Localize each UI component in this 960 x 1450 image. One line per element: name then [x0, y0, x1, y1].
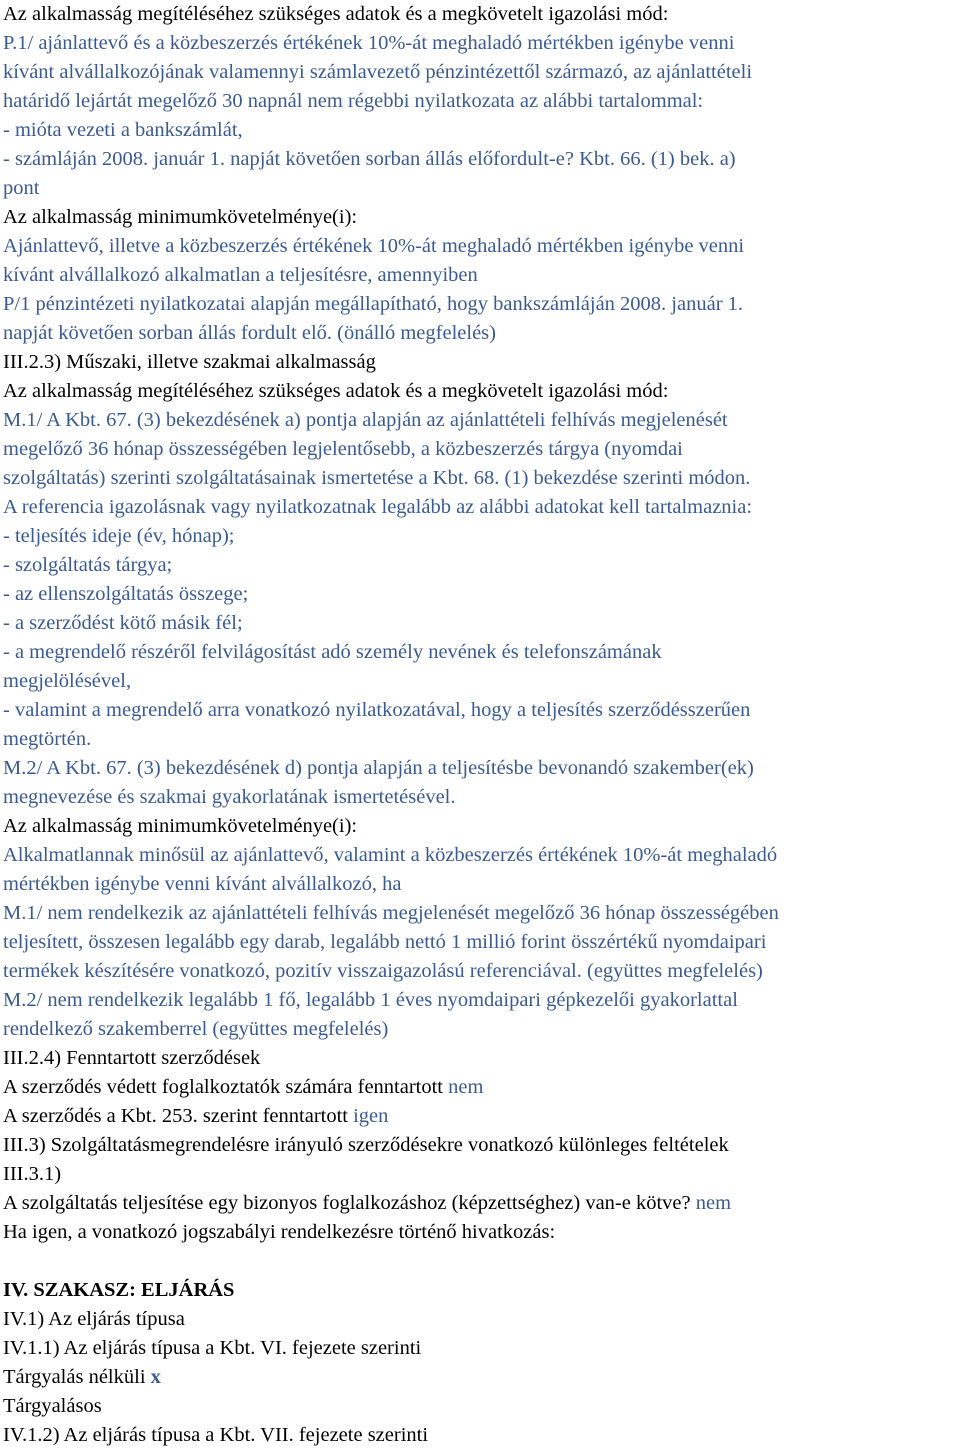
text-line	[3, 696, 960, 725]
text-line	[3, 232, 960, 261]
text-segment: pont	[3, 177, 40, 199]
text-segment: III.3.1)	[3, 1163, 62, 1185]
text-line	[3, 841, 960, 870]
text-line	[3, 1334, 960, 1363]
text-segment: nem	[695, 1192, 732, 1214]
text-line	[3, 1305, 960, 1334]
text-segment: A szerződés a Kbt. 253. szerint fenntartott	[3, 1105, 354, 1127]
text-line	[3, 377, 960, 406]
text-line	[3, 957, 960, 986]
text-segment: - számláján 2008. január 1. napját követően sorban állás előfordult-e? Kbt. 66. (1) bek. a)	[3, 148, 736, 170]
text-line	[3, 319, 960, 348]
text-segment: Ajánlattevő, illetve a közbeszerzés értékének 10%-át meghaladó mértékben igénybe venni	[3, 235, 745, 257]
text-segment: termékek készítésére vonatkozó, pozitív visszaigazolású referenciával. (együttes megfelelés)	[3, 960, 763, 982]
text-line	[3, 261, 960, 290]
text-line	[3, 174, 960, 203]
text-segment: IV.1) Az eljárás típusa	[3, 1308, 185, 1330]
text-line	[3, 1218, 960, 1247]
text-segment: P/1 pénzintézeti nyilatkozatai alapján megállapítható, hogy bankszámláján 2008. január 1.	[3, 293, 744, 315]
text-line	[3, 754, 960, 783]
text-line	[3, 1131, 960, 1160]
text-line	[3, 1363, 960, 1392]
text-line	[3, 493, 960, 522]
text-segment: III.2.3) Műszaki, illetve szakmai alkalmasság	[3, 351, 376, 373]
text-line	[3, 29, 960, 58]
text-segment: kívánt alvállalkozó alkalmatlan a teljesítésre, amennyiben	[3, 264, 478, 286]
text-segment: M.1/ nem rendelkezik az ajánlattételi felhívás megjelenését megelőző 36 hónap összességében	[3, 902, 779, 924]
text-segment: Tárgyalás nélküli	[3, 1366, 151, 1388]
text-segment: Az alkalmasság megítéléséhez szükséges adatok és a megkövetelt igazolási mód:	[3, 3, 669, 25]
text-segment: Az alkalmasság minimumkövetelménye(i):	[3, 206, 358, 228]
text-line	[3, 522, 960, 551]
text-segment: III.3) Szolgáltatásmegrendelésre irányuló szerződésekre vonatkozó különleges feltételek	[3, 1134, 729, 1156]
text-segment: Ha igen, a vonatkozó jogszabályi rendelkezésre történő hivatkozás:	[3, 1221, 556, 1243]
text-segment: napját követően sorban állás fordult elő. (önálló megfelelés)	[3, 322, 496, 344]
text-segment: nem	[448, 1076, 484, 1098]
text-segment: Az alkalmasság minimumkövetelménye(i):	[3, 815, 358, 837]
text-segment: M.1/ A Kbt. 67. (3) bekezdésének a) pontja alapján az ajánlattételi felhívás megjelenését	[3, 409, 728, 431]
text-segment: x	[150, 1366, 161, 1388]
text-line	[3, 551, 960, 580]
text-segment: - teljesítés ideje (év, hónap);	[3, 525, 235, 547]
text-line	[3, 1421, 960, 1450]
text-line	[3, 145, 960, 174]
text-line	[3, 406, 960, 435]
text-line	[3, 116, 960, 145]
text-line	[3, 348, 960, 377]
text-segment: A szerződés védett foglalkoztatók számára fenntartott	[3, 1076, 449, 1098]
text-segment: szolgáltatás) szerinti szolgáltatásainak ismertetése a Kbt. 68. (1) bekezdése szerinti módon.	[3, 467, 751, 489]
text-segment: mértékben igénybe venni kívánt alvállalkozó, ha	[3, 873, 402, 895]
text-line	[3, 812, 960, 841]
text-line	[3, 928, 960, 957]
text-segment: határidő lejártát megelőző 30 napnál nem régebbi nyilatkozata az alábbi tartalommal:	[3, 90, 704, 112]
text-segment: III.2.4) Fenntartott szerződések	[3, 1047, 261, 1069]
text-line	[3, 667, 960, 696]
text-line	[3, 1160, 960, 1189]
text-segment: rendelkező szakemberrel (együttes megfelelés)	[3, 1018, 389, 1040]
text-line	[3, 899, 960, 928]
text-line	[3, 464, 960, 493]
text-line	[3, 986, 960, 1015]
text-line	[3, 1392, 960, 1421]
text-segment: P.1/ ajánlattevő és a közbeszerzés értékének 10%-át meghaladó mértékben igénybe venni	[3, 32, 735, 54]
text-segment: IV.1.1) Az eljárás típusa a Kbt. VI. fejezete szerinti	[3, 1337, 422, 1359]
text-segment: megtörtén.	[3, 728, 92, 750]
text-segment: kívánt alvállalkozójának valamennyi számlavezető pénzintézettől származó, az ajánlattételi	[3, 61, 753, 83]
text-segment: igen	[353, 1105, 389, 1127]
text-segment: Az alkalmasság megítéléséhez szükséges adatok és a megkövetelt igazolási mód:	[3, 380, 669, 402]
text-segment: IV. SZAKASZ: ELJÁRÁS	[3, 1279, 235, 1301]
text-line	[3, 783, 960, 812]
text-segment: IV.1.2) Az eljárás típusa a Kbt. VII. fejezete szerinti	[3, 1424, 429, 1446]
text-line	[3, 1276, 960, 1305]
text-segment: Tárgyalásos	[3, 1395, 102, 1417]
text-segment: M.2/ nem rendelkezik legalább 1 fő, legalább 1 éves nyomdaipari gépkezelői gyakorlattal	[3, 989, 738, 1011]
text-line	[3, 580, 960, 609]
text-line	[3, 1189, 960, 1218]
text-segment: - a megrendelő részéről felvilágosítást adó személy nevének és telefonszámának	[3, 641, 662, 663]
text-segment: - szolgáltatás tárgya;	[3, 554, 173, 576]
text-line	[3, 87, 960, 116]
text-segment: A szolgáltatás teljesítése egy bizonyos foglalkozáshoz (képzettséghez) van-e kötve?	[3, 1192, 696, 1214]
text-line	[3, 638, 960, 667]
text-line	[3, 609, 960, 638]
text-segment: teljesített, összesen legalább egy darab, legalább nettó 1 millió forint összértékű nyomdaipari	[3, 931, 767, 953]
text-segment: megjelölésével,	[3, 670, 132, 692]
text-line	[3, 290, 960, 319]
text-segment: megnevezése és szakmai gyakorlatának ismertetésével.	[3, 786, 456, 808]
text-segment: - mióta vezeti a bankszámlát,	[3, 119, 243, 141]
text-segment: - valamint a megrendelő arra vonatkozó nyilatkozatával, hogy a teljesítés szerződésszerűen	[3, 699, 751, 721]
text-line	[3, 1015, 960, 1044]
text-segment: M.2/ A Kbt. 67. (3) bekezdésének d) pontja alapján a teljesítésbe bevonandó szakember(ek)	[3, 757, 754, 779]
text-segment: - a szerződést kötő másik fél;	[3, 612, 243, 634]
text-line	[3, 58, 960, 87]
text-segment: A referencia igazolásnak vagy nyilatkozatnak legalább az alábbi adatokat kell tartalmaznia:	[3, 496, 753, 518]
text-line	[3, 1044, 960, 1073]
text-segment: megelőző 36 hónap összességében legjelentősebb, a közbeszerzés tárgya (nyomdai	[3, 438, 683, 460]
text-line	[3, 203, 960, 232]
text-line	[3, 870, 960, 899]
text-line	[3, 0, 960, 29]
blank-line	[3, 1247, 960, 1276]
text-segment: Alkalmatlannak minősül az ajánlattevő, valamint a közbeszerzés értékének 10%-át meghaladó	[3, 844, 778, 866]
text-line	[3, 1102, 960, 1131]
text-line	[3, 435, 960, 464]
text-line	[3, 1073, 960, 1102]
text-segment: - az ellenszolgáltatás összege;	[3, 583, 249, 605]
text-line	[3, 725, 960, 754]
